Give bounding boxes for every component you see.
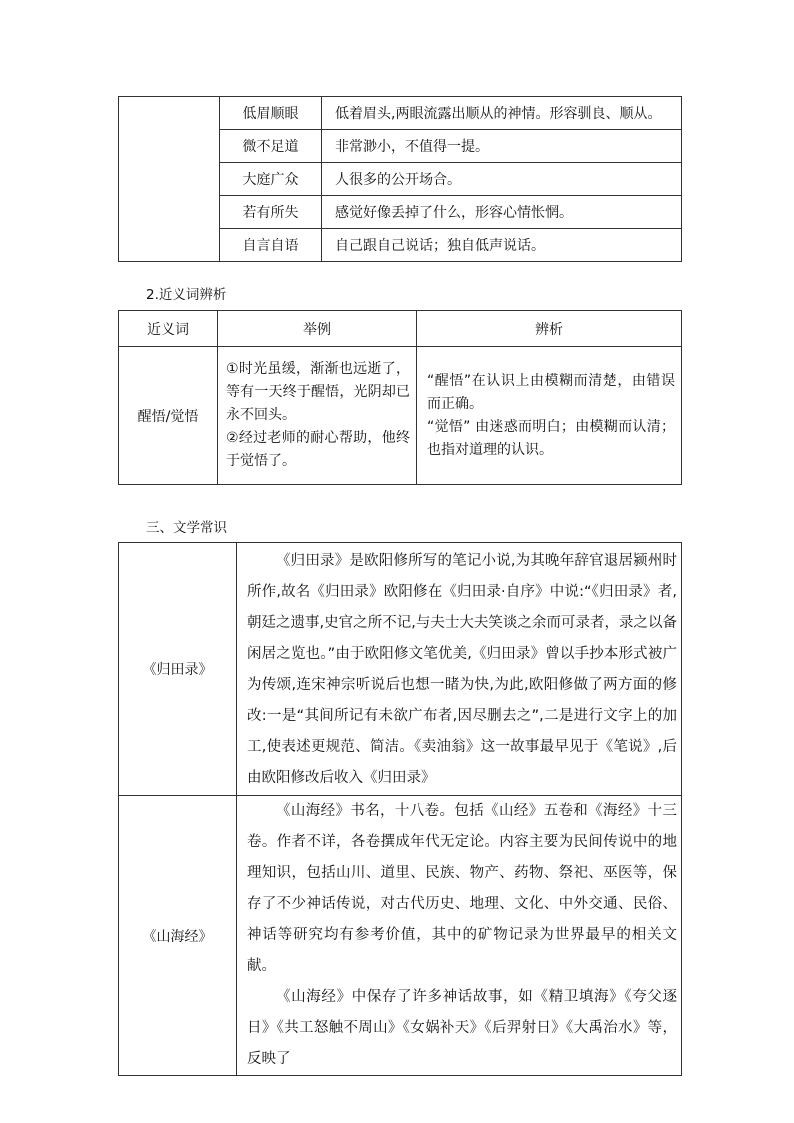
- table-header-row: [119, 311, 682, 347]
- description-paragraph: 《山海经》中保存了许多神话故事，如《精卫填海》《夸父逐日》《共工怒触不周山》《女娲补天》《后羿射日》《大禹治水》等，反映了: [247, 989, 677, 1067]
- vocabulary-table: [118, 96, 682, 262]
- column-header: 举例: [218, 311, 417, 347]
- vocab-meaning: 感觉好像丢掉了什么，形容心情怅惘。: [322, 196, 682, 229]
- section-heading-literature: 三、文学常识: [146, 520, 227, 536]
- column-header: 辨析: [417, 311, 682, 347]
- vocab-meaning: 自己跟自己说话；独自低声说话。: [322, 229, 682, 262]
- description-paragraph: 《归田录》是欧阳修所写的笔记小说,为其晚年辞官退居颍州时所作,故名《归田录》欧阳修在《归田录·自序》中说:“《归田录》者,朝廷之遗事,史官之所不记,与夫士大夫笑谈之余而可录者，录之以备闲居之览也。”由于欧阳修文笔优美,《归田录》曾以手抄本形式被广为传颂,连宋神宗听说后也想一睹为快,为此,欧阳修做了两方面的修改:一是“其间所记有未欲广布者,因尽删去之”,二是进行文字上的加工,使表述更规范、简洁。《卖油翁》这一故事最早见于《笔说》,后由欧阳修改后收入《归田录》: [247, 552, 677, 786]
- analysis-cell: [417, 347, 682, 485]
- synonym-pair: 醒悟/觉悟: [119, 347, 218, 485]
- book-description: [237, 543, 682, 796]
- merged-category-cell: [119, 97, 220, 262]
- vocab-word: 微不足道: [220, 130, 322, 163]
- table-row: [119, 543, 682, 796]
- vocab-meaning: 低着眉头,两眼流露出顺从的神情。形容驯良、顺从。: [322, 97, 682, 130]
- vocab-word: 若有所失: [220, 196, 322, 229]
- vocab-word: 低眉顺眼: [220, 97, 322, 130]
- book-description: [237, 796, 682, 1076]
- vocab-word: 自言自语: [220, 229, 322, 262]
- book-title: 《归田录》: [119, 543, 237, 796]
- vocab-meaning: 人很多的公开场合。: [322, 163, 682, 196]
- table-row: [119, 97, 682, 130]
- vocab-word: 大庭广众: [220, 163, 322, 196]
- section-heading-synonyms: 2.近义词辨析: [146, 287, 227, 303]
- literature-table: [118, 542, 682, 1076]
- book-title: 《山海经》: [119, 796, 237, 1076]
- analysis-text: “醒悟”在认识上由模糊而清楚，由错误而正确。: [427, 372, 675, 412]
- synonym-table: [118, 310, 682, 485]
- example-sentence: ②经过老师的耐心帮助，他终于觉悟了。: [226, 430, 410, 469]
- column-header: 近义词: [119, 311, 218, 347]
- table-row: [119, 796, 682, 1076]
- vocab-meaning: 非常渺小，不值得一提。: [322, 130, 682, 163]
- description-paragraph: 《山海经》书名，十八卷。包括《山经》五卷和《海经》十三卷。作者不详，各卷撰成年代无定论。内容主要为民间传说中的地理知识，包括山川、道里、民族、物产、药物、祭祀、巫医等，保存了不少神话传说，对古代历史、地理、文化、中外交通、民俗、神话等研究均有参考价值，其中的矿物记录为世界最早的相关文献。: [247, 803, 677, 974]
- example-cell: [218, 347, 417, 485]
- table-row: [119, 347, 682, 485]
- analysis-text: “觉悟” 由迷惑而明白；由模糊而认清；也指对道理的认识。: [427, 418, 675, 458]
- example-sentence: ①时光虽缓，渐渐也远逝了，等有一天终于醒悟，光阴却已永不回头。: [226, 361, 410, 423]
